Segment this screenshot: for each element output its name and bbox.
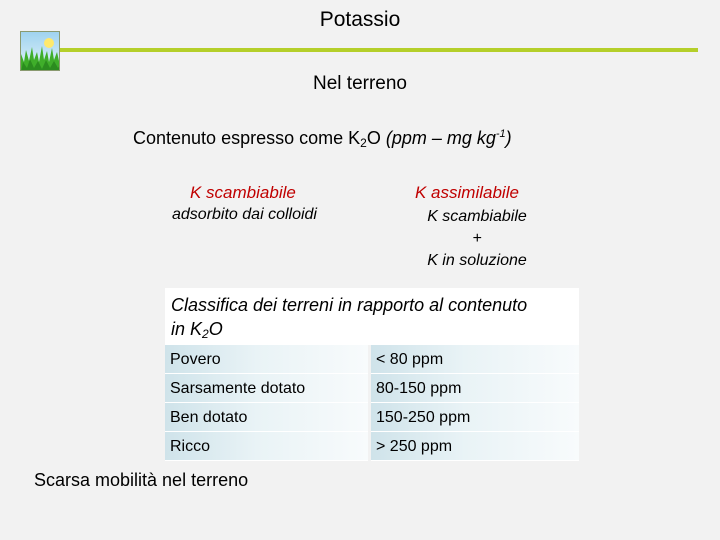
- grass-logo-icon: [20, 31, 60, 71]
- content-unit-suffix: ): [505, 128, 512, 148]
- soil-classification-table: [165, 288, 579, 461]
- available-k-line-2: +: [472, 230, 482, 247]
- header-rule: [60, 48, 698, 52]
- content-expression: [133, 128, 512, 150]
- table-row: [165, 403, 579, 432]
- table-row: [165, 345, 579, 374]
- content-prefix: Contenuto espresso come K: [133, 128, 361, 148]
- table-cell-range: > 250 ppm: [371, 432, 579, 461]
- table-caption-suffix: O: [208, 319, 223, 339]
- table-caption-line-2: [171, 317, 573, 346]
- page-title: Potassio: [319, 8, 401, 31]
- exchangeable-k-description: adsorbito dai colloidi: [172, 206, 317, 223]
- table-cell-range: 80-150 ppm: [371, 374, 579, 403]
- table-cell-range: 150-250 ppm: [371, 403, 579, 432]
- available-k-heading: K assimilabile: [415, 183, 519, 202]
- table-cell-class: Povero: [165, 345, 368, 374]
- available-k-line-1: K scambiabile: [427, 208, 527, 225]
- table-row: [165, 432, 579, 461]
- table-cell-class: Sarsamente dotato: [165, 374, 368, 403]
- content-unit-superscript: -1: [495, 128, 506, 140]
- table-cell-class: Ben dotato: [165, 403, 368, 432]
- table-cell-range: < 80 ppm: [371, 345, 579, 374]
- table-cell-class: Ricco: [165, 432, 368, 461]
- content-subscript: 2: [360, 136, 367, 150]
- available-k-description: [402, 206, 552, 272]
- content-unit-prefix: (ppm – mg kg: [385, 128, 496, 148]
- available-k-line-3: K in soluzione: [427, 252, 527, 269]
- table-caption-line-1: Classifica dei terreni in rapporto al contenuto: [171, 295, 528, 315]
- page-subtitle: Nel terreno: [313, 73, 407, 94]
- exchangeable-k-heading: K scambiabile: [190, 183, 296, 202]
- table-row: [165, 374, 579, 403]
- table-caption: [165, 288, 579, 345]
- table-caption-subscript: 2: [202, 327, 209, 341]
- footer-note: Scarsa mobilità nel terreno: [34, 470, 249, 490]
- table-caption-prefix: in K: [171, 319, 203, 339]
- content-after-sub: O: [366, 128, 386, 148]
